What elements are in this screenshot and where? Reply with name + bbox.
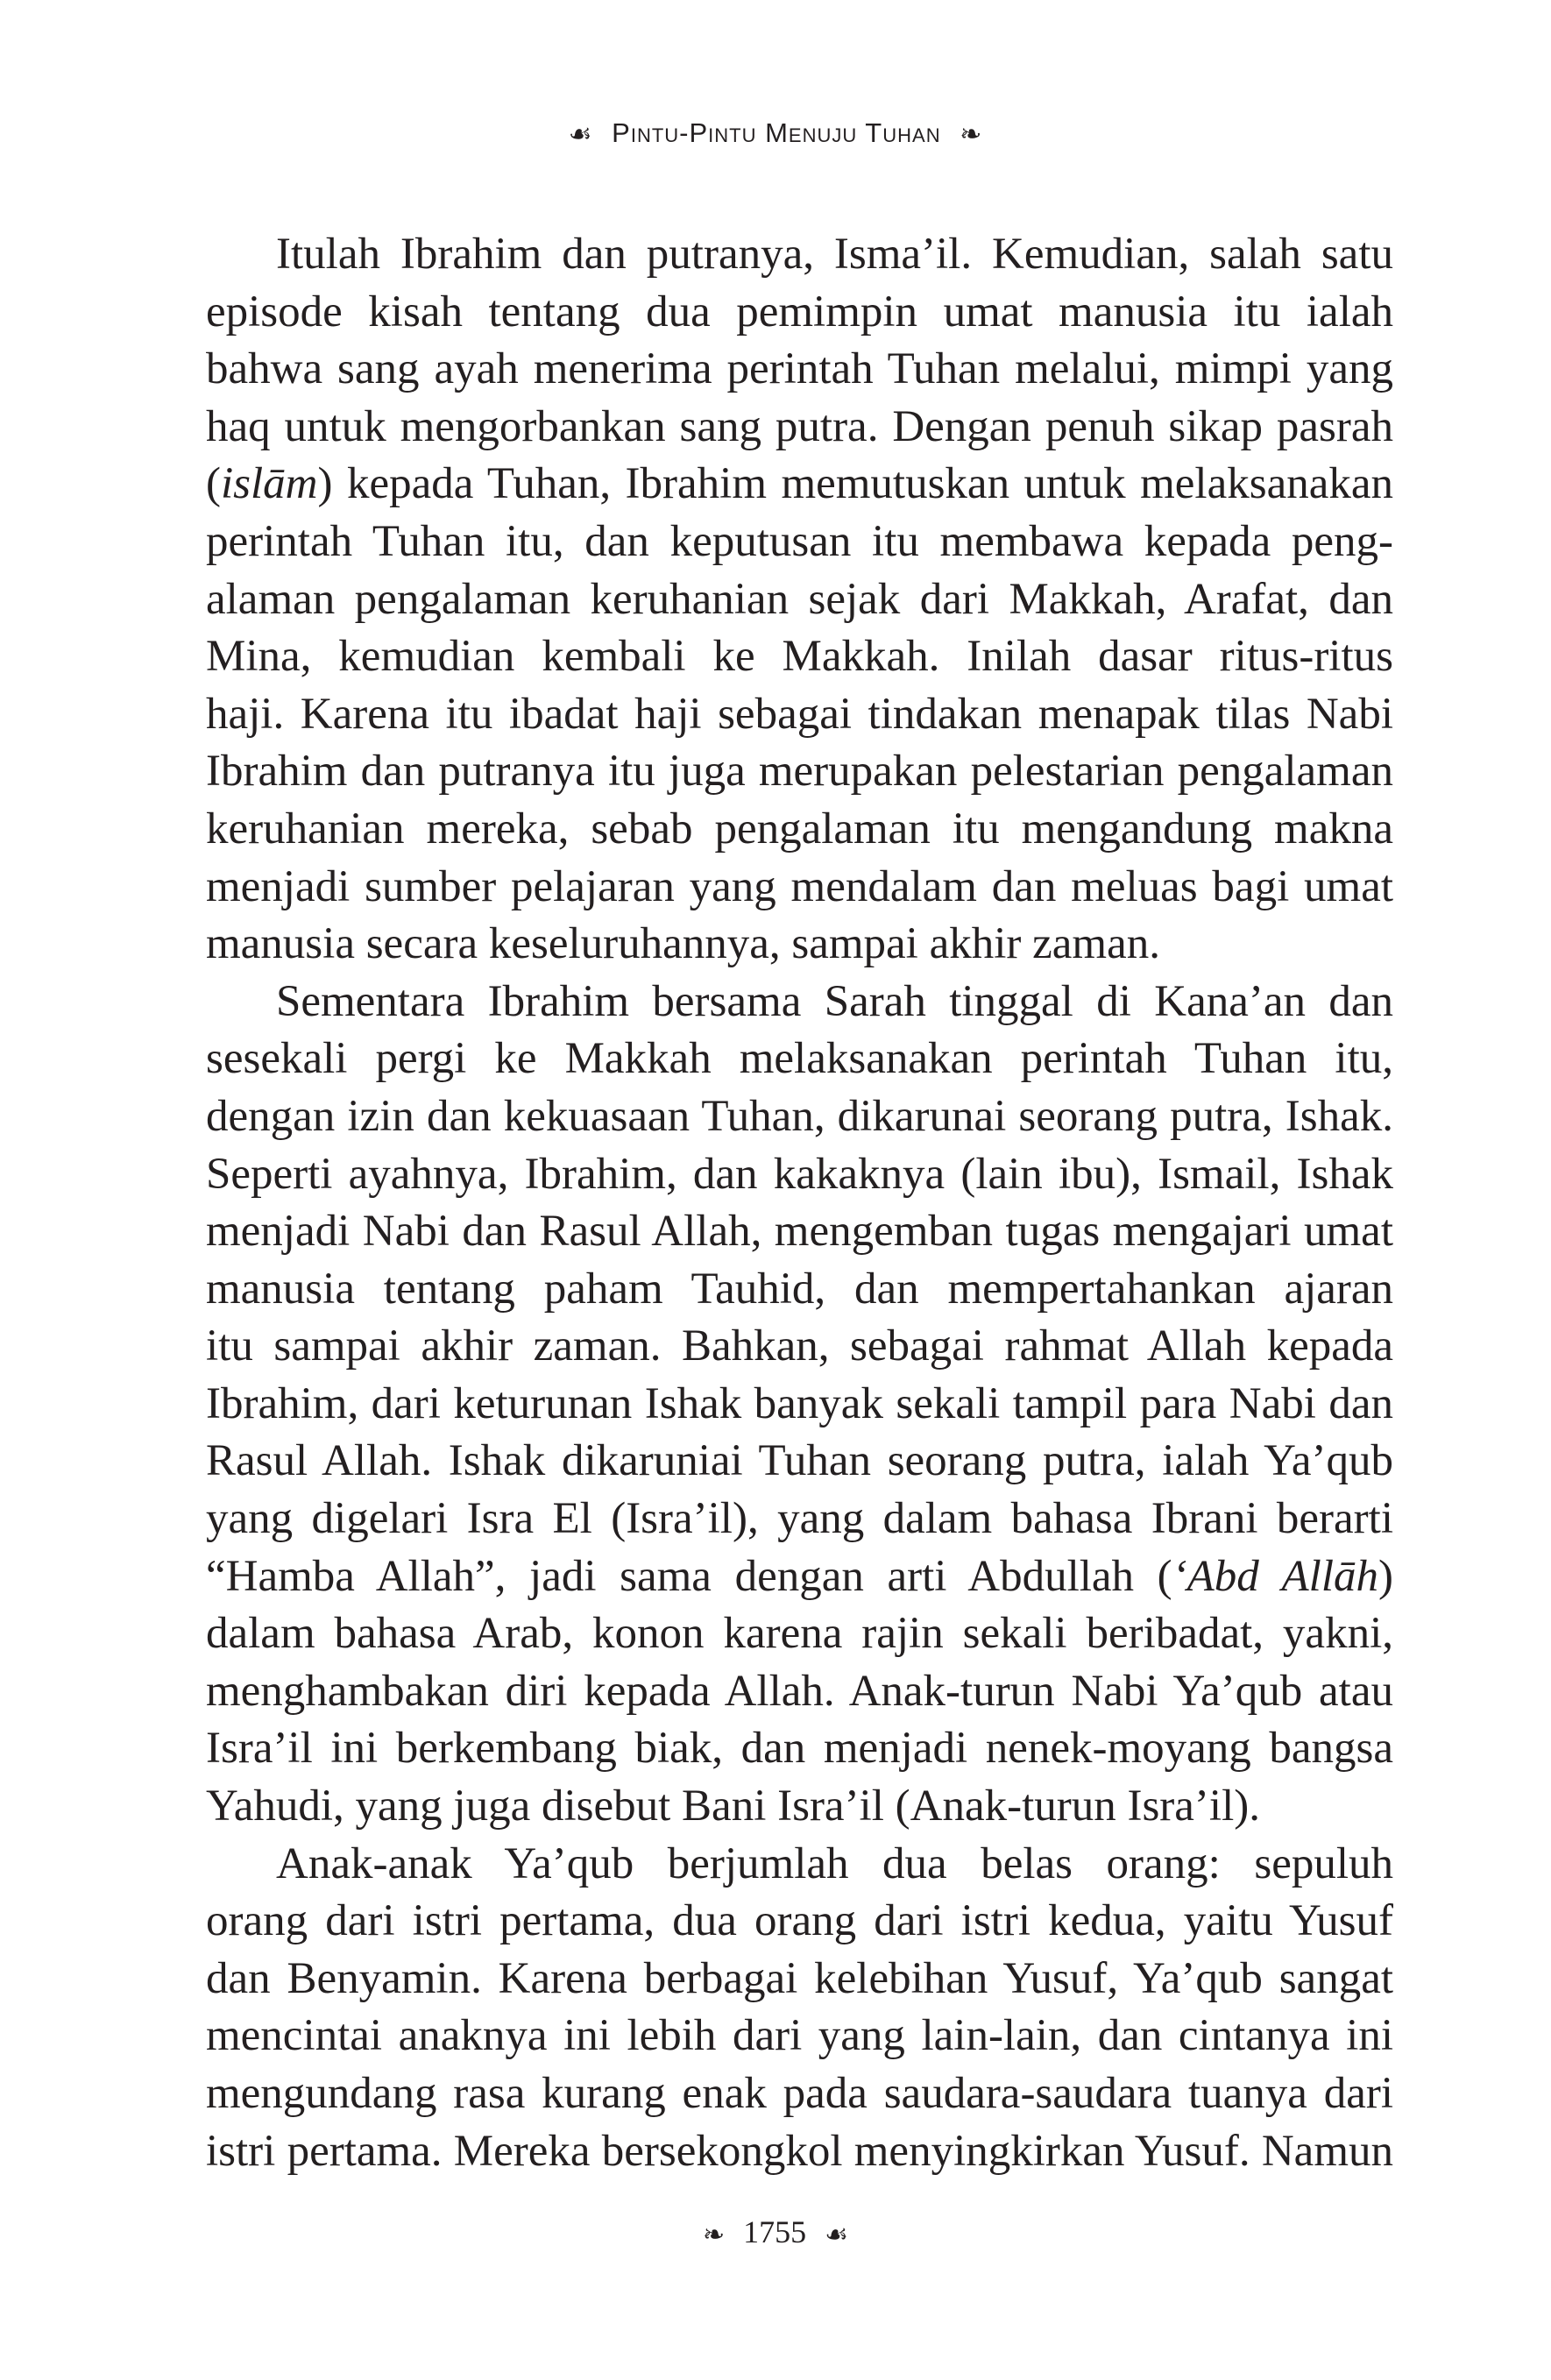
text-line: “Hamba Allah”, jadi sama dengan arti Abdullah (‘Abd Allāh) [206, 1551, 1393, 1601]
text-line: Sementara Ibrahim bersama Sarah tinggal di Kana’an dan [276, 976, 1393, 1026]
text-line: mengundang rasa kurang enak pada saudara-saudara tuanya dari [206, 2069, 1393, 2118]
body-text [206, 226, 1393, 2180]
right-footer-ornament-icon: ☙ [825, 2219, 849, 2250]
text-line: Seperti ayahnya, Ibrahim, dan kakaknya (lain ibu), Ismail, Ishak [206, 1149, 1393, 1199]
text-line: dalam bahasa Arab, konon karena rajin sekali beribadat, yakni, [206, 1609, 1393, 1659]
left-ornament-icon: ☙ [568, 118, 593, 150]
text-line: keruhanian mereka, sebab pengalaman itu mengandung makna [206, 804, 1393, 854]
italic-term: ‘Abd Allāh [1172, 1551, 1379, 1601]
page-number: 1755 [743, 2214, 807, 2249]
paragraph [206, 974, 1393, 1836]
text-line: Ibrahim dan putranya itu juga merupakan pelestarian pengalaman [206, 747, 1393, 797]
text-line: yang digelari Isra El (Isra’il), yang dalam bahasa Ibrani berarti [206, 1494, 1393, 1544]
text-line: bahwa sang ayah menerima perintah Tuhan melalui, mimpi yang [206, 344, 1393, 394]
text-line: Rasul Allah. Ishak dikaruniai Tuhan seorang putra, ialah Ya’qub [206, 1436, 1393, 1486]
text-line: dan Benyamin. Karena berbagai kelebihan Yusuf, Ya’qub sangat [206, 1953, 1393, 2003]
text-line: Mina, kemudian kembali ke Makkah. Inilah dasar ritus-ritus [206, 632, 1393, 682]
text-line: menjadi Nabi dan Rasul Allah, mengemban tugas mengajari umat [206, 1207, 1393, 1257]
text-line: sesekali pergi ke Makkah melaksanakan perintah Tuhan itu, [206, 1034, 1393, 1084]
text-line: haq untuk mengorbankan sang putra. Dengan penuh sikap pasrah [206, 401, 1393, 451]
text-line: itu sampai akhir zaman. Bahkan, sebagai rahmat Allah kepada [206, 1321, 1393, 1371]
text-line: Isra’il ini berkembang biak, dan menjadi nenek-moyang bangsa [206, 1724, 1393, 1774]
text-line: dengan izin dan kekuasaan Tuhan, dikarunai seorang putra, Ishak. [206, 1091, 1393, 1141]
paragraph [206, 1836, 1393, 2181]
text-line: episode kisah tentang dua pemimpin umat manusia itu ialah [206, 287, 1393, 336]
text-line: istri pertama. Mereka bersekongkol menyingkirkan Yusuf. Namun [206, 2126, 1393, 2176]
italic-term: islām [220, 459, 318, 509]
text-line: menghambakan diri kepada Allah. Anak-turun Nabi Ya’qub atau [206, 1666, 1393, 1716]
text-line: mencintai anaknya ini lebih dari yang lain-lain, dan cintanya ini [206, 2011, 1393, 2061]
text-line: perintah Tuhan itu, dan keputusan itu membawa kepada peng- [206, 516, 1393, 566]
page-footer [0, 2213, 1551, 2255]
text-line: Yahudi, yang juga disebut Bani Isra’il (Anak-turun Isra’il). [206, 1781, 1260, 1831]
text-line: Ibrahim, dari keturunan Ishak banyak sekali tampil para Nabi dan [206, 1378, 1393, 1428]
text-line: alaman pengalaman keruhanian sejak dari Makkah, Arafat, dan [206, 574, 1393, 624]
running-header [0, 116, 1551, 152]
text-line: menjadi sumber pelajaran yang mendalam dan meluas bagi umat [206, 861, 1393, 911]
running-title: Pintu-Pintu Menuju Tuhan [612, 117, 941, 148]
left-footer-ornament-icon: ❧ [702, 2219, 726, 2250]
text-line: manusia tentang paham Tauhid, dan mempertahankan ajaran [206, 1264, 1393, 1314]
text-line: haji. Karena itu ibadat haji sebagai tindakan menapak tilas Nabi [206, 689, 1393, 739]
text-line: (islām) kepada Tuhan, Ibrahim memutuskan untuk melaksanakan [206, 459, 1393, 509]
paragraph [206, 226, 1393, 974]
text-line: Itulah Ibrahim dan putranya, Isma’il. Kemudian, salah satu [276, 230, 1393, 279]
text-line: manusia secara keseluruhannya, sampai akhir zaman. [206, 919, 1160, 969]
text-line: Anak-anak Ya’qub berjumlah dua belas orang: sepuluh [276, 1838, 1393, 1888]
right-ornament-icon: ❧ [960, 118, 983, 150]
text-line: orang dari istri pertama, dua orang dari istri kedua, yaitu Yusuf [206, 1896, 1393, 1946]
